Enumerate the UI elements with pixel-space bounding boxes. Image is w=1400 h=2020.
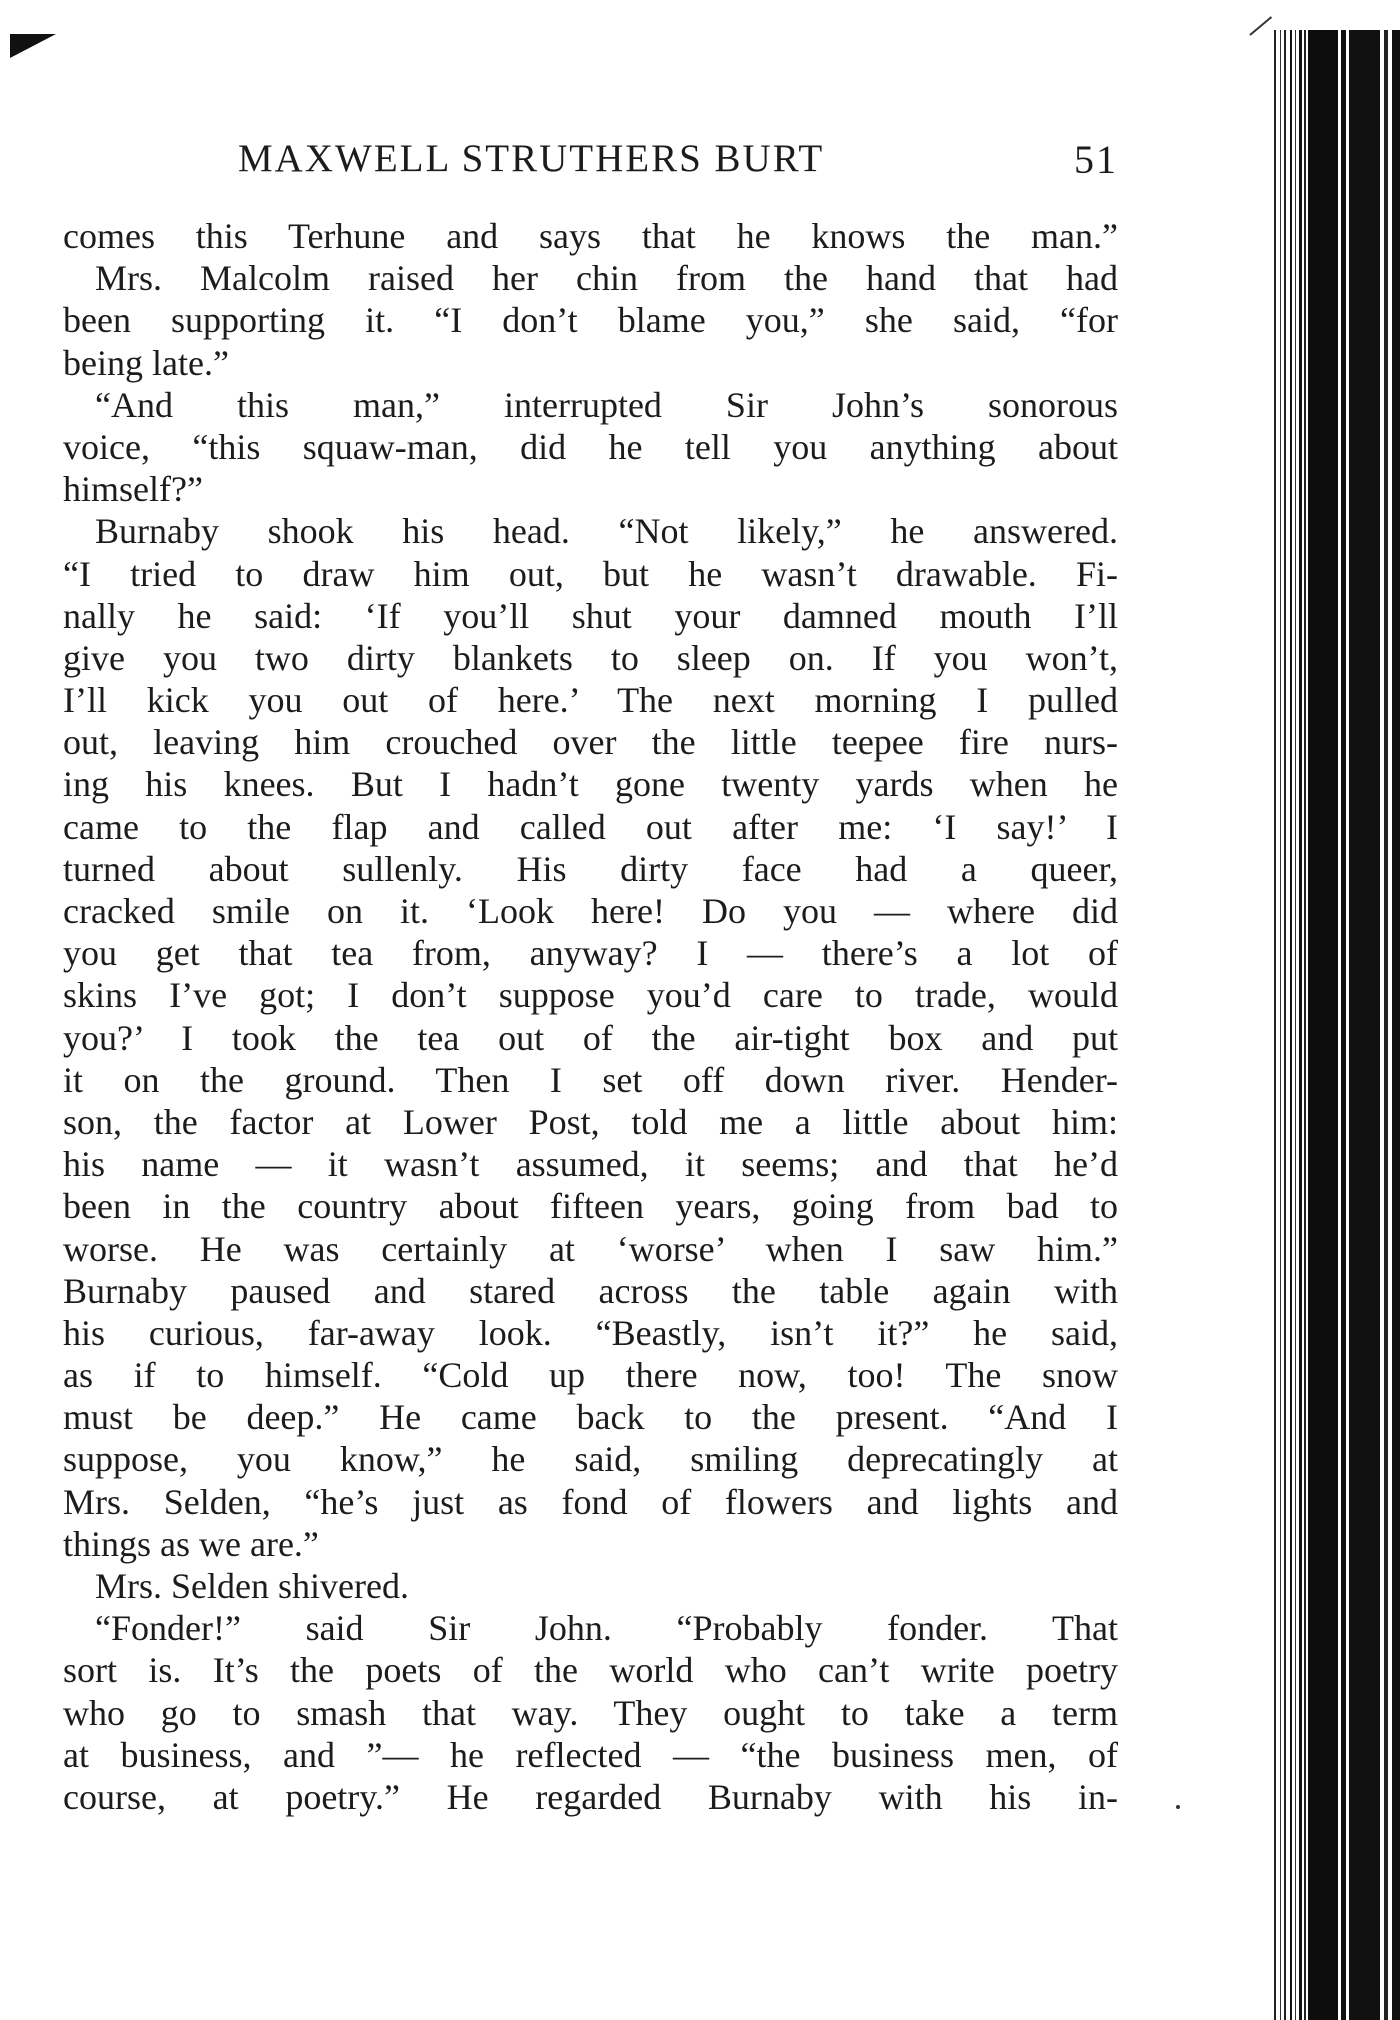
text-line: I’ll kick you out of here.’ The next morning I pulled — [63, 680, 1118, 721]
text-line: nally he said: ‘If you’ll shut your damned mouth I’ll — [63, 595, 1118, 636]
text-line: being late.” — [63, 342, 229, 383]
text-line: out, leaving him crouched over the little teepee fire nurs- — [63, 722, 1118, 763]
text-line: must be deep.” He came back to the present. “And I — [63, 1397, 1118, 1438]
text-line: “Fonder!” said Sir John. “Probably fonder. That — [95, 1608, 1118, 1649]
text-line: himself?” — [63, 469, 203, 510]
text-line: comes this Terhune and says that he knows the man.” — [63, 216, 1118, 256]
text-line: his curious, far-away look. “Beastly, isn’t it?” he said, — [63, 1312, 1118, 1353]
text-line: suppose, you know,” he said, smiling deprecatingly at — [63, 1439, 1118, 1480]
text-line: skins I’ve got; I don’t suppose you’d care to trade, would — [63, 975, 1118, 1016]
text-line: son, the factor at Lower Post, told me a little about him: — [63, 1101, 1118, 1142]
text-line: turned about sullenly. His dirty face had a queer, — [63, 848, 1118, 889]
text-line: who go to smash that way. They ought to take a term — [63, 1692, 1118, 1733]
text-line: as if to himself. “Cold up there now, too! The snow — [63, 1355, 1118, 1396]
body-text — [63, 215, 1118, 1818]
text-line: worse. He was certainly at ‘worse’ when I saw him.” — [63, 1228, 1118, 1269]
text-line: ing his knees. But I hadn’t gone twenty yards when he — [63, 764, 1118, 805]
text-line: “I tried to draw him out, but he wasn’t drawable. Fi- — [63, 553, 1118, 594]
text-line: give you two dirty blankets to sleep on. If you won’t, — [63, 637, 1118, 678]
page-number: 51 — [1074, 137, 1118, 182]
page-header — [238, 136, 1118, 196]
book-binding-shadow — [1268, 30, 1400, 2020]
text-line: things as we are.” — [63, 1523, 319, 1564]
text-line: cracked smile on it. ‘Look here! Do you — where did — [63, 891, 1118, 931]
text-line: Mrs. Malcolm raised her chin from the hand that had — [95, 258, 1118, 299]
text-line: sort is. It’s the poets of the world who can’t write poetry — [63, 1650, 1118, 1691]
text-line: Mrs. Selden, “he’s just as fond of flowers and lights and — [63, 1481, 1118, 1522]
text-line: you?’ I took the tea out of the air-tight box and put — [63, 1017, 1118, 1058]
text-line: voice, “this squaw-man, did he tell you anything about — [63, 426, 1118, 467]
text-line: Burnaby shook his head. “Not likely,” he answered. — [95, 511, 1118, 552]
text-line: his name — it wasn’t assumed, it seems; and that he’d — [63, 1144, 1118, 1185]
text-line: it on the ground. Then I set off down river. Hender- — [63, 1059, 1118, 1100]
text-line: at business, and ”— he reflected — “the business men, of — [63, 1734, 1118, 1775]
text-line: been supporting it. “I don’t blame you,” she said, “for — [63, 300, 1118, 341]
corner-scan-mark — [10, 34, 56, 58]
text-line: “And this man,” interrupted Sir John’s sonorous — [95, 384, 1118, 425]
margin-dot — [1176, 1805, 1180, 1809]
text-line: came to the flap and called out after me: ‘I say!’ I — [63, 806, 1118, 847]
text-line: Mrs. Selden shivered. — [95, 1566, 409, 1606]
text-line: been in the country about fifteen years, going from bad to — [63, 1186, 1118, 1227]
running-title: MAXWELL STRUTHERS BURT — [238, 137, 825, 180]
text-line: you get that tea from, anyway? I — there’s a lot of — [63, 933, 1118, 974]
text-line: Burnaby paused and stared across the table again with — [63, 1270, 1118, 1311]
text-line: course, at poetry.” He regarded Burnaby with his in- — [63, 1776, 1118, 1817]
